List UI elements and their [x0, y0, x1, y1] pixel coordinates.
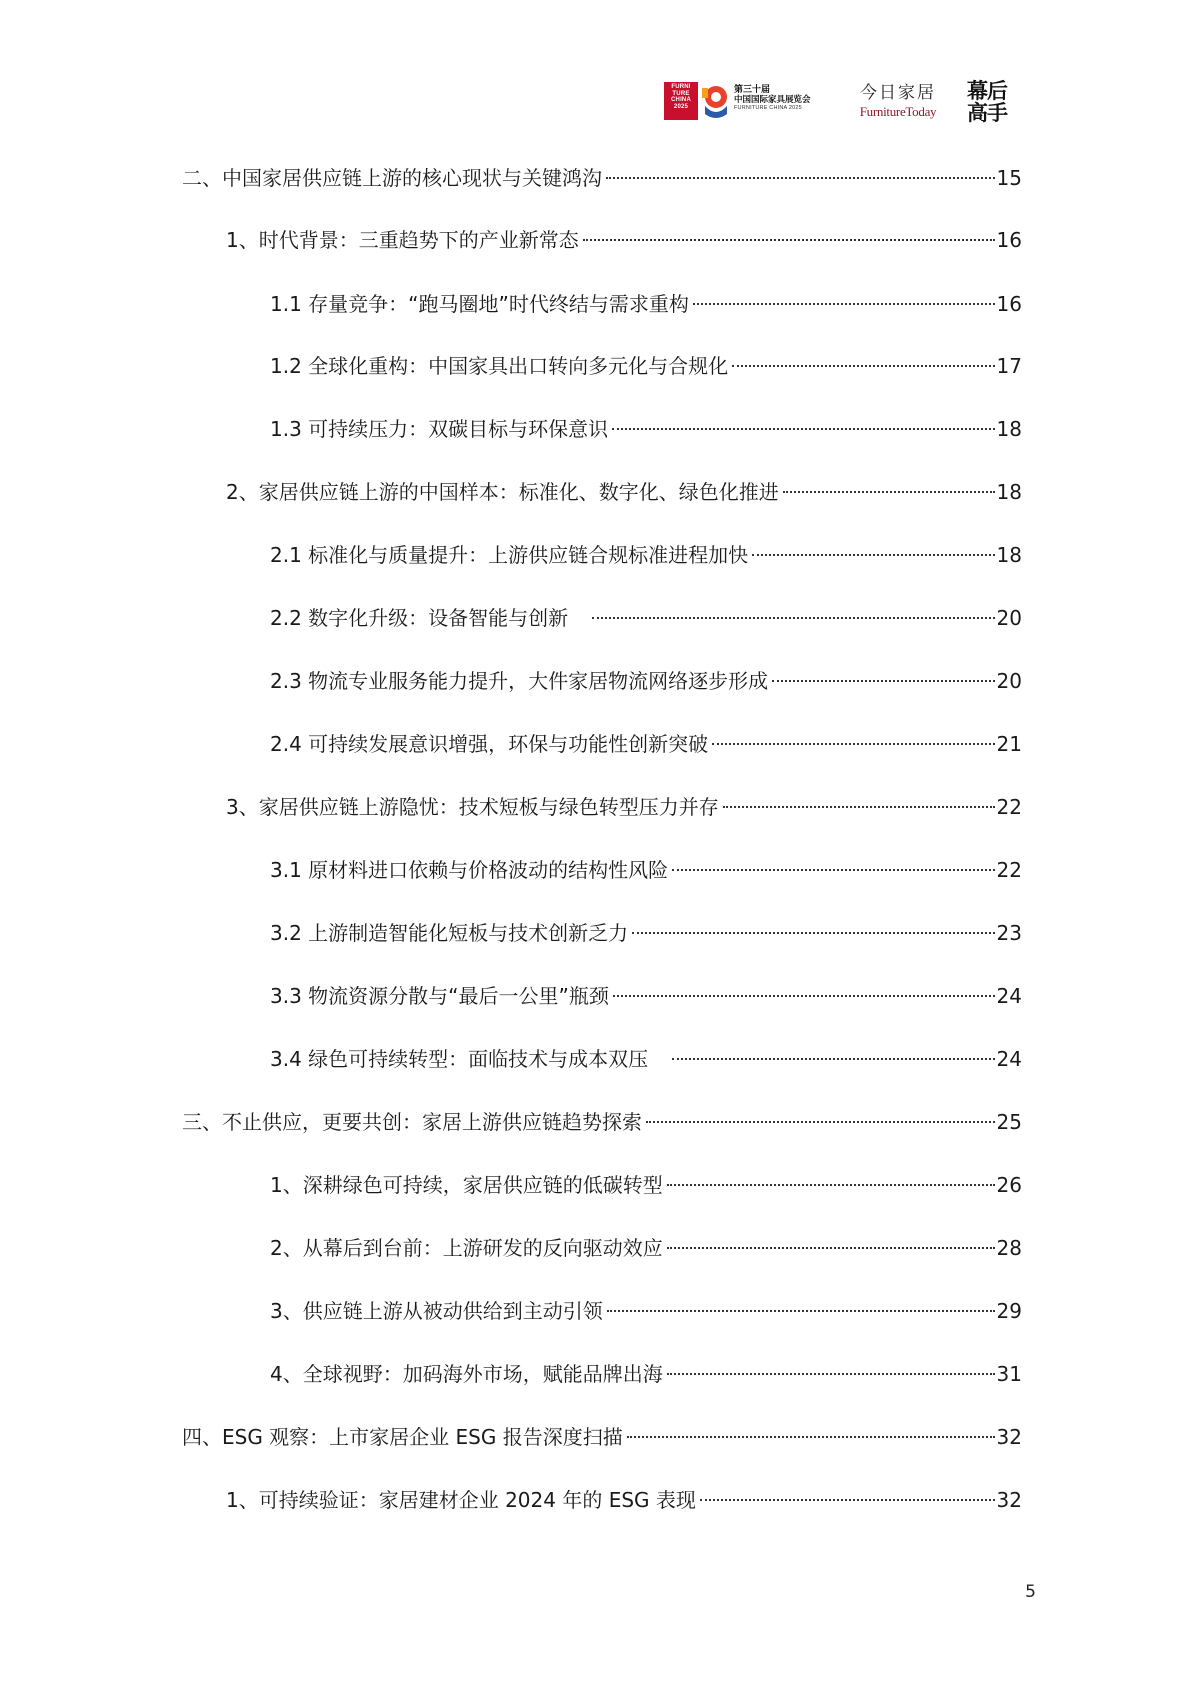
toc-entry-page: 32	[996, 1425, 1022, 1449]
toc-entry-page: 20	[996, 606, 1022, 630]
muhou-gaoshou-logo	[960, 80, 1014, 124]
toc-entry-page: 26	[996, 1173, 1022, 1197]
toc-entry[interactable]	[270, 730, 1022, 758]
toc-entry-title: 1、深耕绿色可持续，家居供应链的低碳转型	[270, 1173, 663, 1197]
toc-leader-dots	[667, 1247, 995, 1249]
toc-leader-dots	[646, 1121, 995, 1123]
toc-entry-title: 3、家居供应链上游隐忧：技术短板与绿色转型压力并存	[226, 795, 719, 819]
toc-leader-dots	[732, 365, 994, 367]
logo-text-line: 2025	[673, 103, 689, 110]
toc-entry-title: 1.3 可持续压力：双碳目标与环保意识	[270, 417, 609, 441]
toc-entry[interactable]	[270, 1234, 1022, 1262]
toc-entry[interactable]	[270, 1171, 1022, 1199]
muhou-line1: 幕后	[967, 79, 1007, 103]
toc-leader-dots	[712, 743, 994, 745]
expo-english: FURNITURE CHINA 2025	[734, 105, 802, 111]
toc-entry-title: 1.1 存量竞争：“跑马圈地”时代终结与需求重构	[270, 292, 689, 316]
toc-entry-page: 32	[996, 1488, 1022, 1512]
toc-entry[interactable]	[226, 1486, 1022, 1514]
page-number: 5	[1025, 1582, 1036, 1602]
toc-leader-dots	[612, 428, 994, 430]
toc-entry[interactable]	[270, 290, 1022, 318]
toc-leader-dots	[672, 869, 994, 871]
toc-entry[interactable]	[270, 415, 1022, 443]
toc-entry[interactable]	[270, 352, 1022, 380]
toc-leader-dots	[752, 554, 994, 556]
toc-entry-page: 20	[996, 669, 1022, 693]
expo-edition: 第三十届	[734, 84, 771, 94]
toc-entry-title: 2.4 可持续发展意识增强，环保与功能性创新突破	[270, 732, 709, 756]
toc-entry-page: 24	[996, 984, 1022, 1008]
toc-entry-title: 3、供应链上游从被动供给到主动引领	[270, 1299, 603, 1323]
toc-entry[interactable]	[270, 982, 1022, 1010]
toc-entry[interactable]	[270, 541, 1022, 569]
toc-entry-title: 1、可持续验证：家居建材企业 2024 年的 ESG 表现	[226, 1488, 696, 1512]
toc-leader-dots	[700, 1499, 995, 1501]
toc-entry[interactable]	[182, 164, 1022, 192]
toc-entry[interactable]	[182, 1108, 1022, 1136]
furniture-today-en: FurnitureToday	[859, 104, 937, 119]
furniture-china-logo	[664, 82, 698, 120]
toc-entry-title: 3.2 上游制造智能化短板与技术创新乏力	[270, 921, 629, 945]
toc-entry-title: 二、中国家居供应链上游的核心现状与关键鸿沟	[182, 166, 602, 190]
toc-leader-dots	[772, 680, 994, 682]
toc-entry-title: 2、家居供应链上游的中国样本：标准化、数字化、绿色化推进	[226, 480, 779, 504]
toc-entry[interactable]	[226, 478, 1022, 506]
logo-text-line: CHINA	[671, 97, 691, 103]
furniture-today-logo	[853, 82, 943, 120]
toc-entry-page: 17	[996, 354, 1022, 378]
toc-entry[interactable]	[270, 1297, 1022, 1325]
toc-entry-page: 31	[996, 1362, 1022, 1386]
toc-leader-dots	[632, 932, 994, 934]
logo-text-line: TURE	[672, 90, 690, 97]
toc-leader-dots	[583, 239, 995, 241]
toc-entry-page: 18	[996, 417, 1022, 441]
toc-entry-title: 2、从幕后到台前：上游研发的反向驱动效应	[270, 1236, 663, 1260]
muhou-line2: 高手	[967, 101, 1007, 125]
toc-entry-title: 4、全球视野：加码海外市场，赋能品牌出海	[270, 1362, 663, 1386]
toc-entry-page: 16	[996, 228, 1022, 252]
toc-leader-dots	[693, 303, 995, 305]
thirtieth-anniversary-icon	[702, 84, 730, 120]
toc-leader-dots	[672, 1058, 994, 1060]
toc-entry[interactable]	[270, 856, 1022, 884]
toc-entry-title: 2.1 标准化与质量提升：上游供应链合规标准进程加快	[270, 543, 749, 567]
toc-entry-page: 15	[996, 166, 1022, 190]
toc-entry-page: 18	[996, 480, 1022, 504]
toc-leader-dots	[723, 806, 995, 808]
toc-leader-dots	[627, 1436, 995, 1438]
toc-entry[interactable]	[226, 226, 1022, 254]
toc-leader-dots	[607, 1310, 995, 1312]
expo-title: 中国国际家具展览会	[734, 94, 811, 104]
toc-entry[interactable]	[226, 793, 1022, 821]
toc-entry[interactable]	[182, 1423, 1022, 1451]
toc-leader-dots	[606, 177, 995, 179]
toc-entry-page: 24	[996, 1047, 1022, 1071]
toc-entry-page: 16	[996, 292, 1022, 316]
toc-entry-title: 1、时代背景：三重趋势下的产业新常态	[226, 228, 579, 252]
toc-leader-dots	[667, 1373, 995, 1375]
toc-entry-title: 3.1 原材料进口依赖与价格波动的结构性风险	[270, 858, 669, 882]
header-logos	[664, 78, 1019, 128]
toc-entry-page: 25	[996, 1110, 1022, 1134]
toc-entry-page: 22	[996, 858, 1022, 882]
toc-entry-page: 22	[996, 795, 1022, 819]
toc-entry-title: 3.3 物流资源分散与“最后一公里”瓶颈	[270, 984, 609, 1008]
expo-name-block	[734, 84, 834, 112]
toc-entry-page: 21	[996, 732, 1022, 756]
toc-leader-dots	[783, 491, 995, 493]
toc-entry-page: 29	[996, 1299, 1022, 1323]
toc-entry-page: 28	[996, 1236, 1022, 1260]
toc-entry[interactable]	[270, 919, 1022, 947]
toc-leader-dots	[667, 1184, 995, 1186]
toc-entry-title: 三、不止供应，更要共创：家居上游供应链趋势探索	[182, 1110, 642, 1134]
toc-entry-page: 18	[996, 543, 1022, 567]
toc-entry[interactable]	[270, 1045, 1022, 1073]
toc-leader-dots	[592, 617, 994, 619]
toc-entry-page: 23	[996, 921, 1022, 945]
toc-entry-title: 四、ESG 观察：上市家居企业 ESG 报告深度扫描	[182, 1425, 623, 1449]
toc-entry-title: 2.2 数字化升级：设备智能与创新	[270, 606, 569, 630]
toc-entry-title: 2.3 物流专业服务能力提升，大件家居物流网络逐步形成	[270, 669, 769, 693]
toc-entry[interactable]	[270, 1360, 1022, 1388]
toc-entry-title: 1.2 全球化重构：中国家具出口转向多元化与合规化	[270, 354, 729, 378]
logo-text-line: FURNI	[671, 84, 691, 90]
toc-entry-title: 3.4 绿色可持续转型：面临技术与成本双压	[270, 1047, 649, 1071]
toc-entry[interactable]	[270, 667, 1022, 695]
furniture-today-cn: 今日家居	[860, 83, 936, 103]
toc-leader-dots	[613, 995, 995, 997]
toc-entry[interactable]	[270, 604, 1022, 632]
